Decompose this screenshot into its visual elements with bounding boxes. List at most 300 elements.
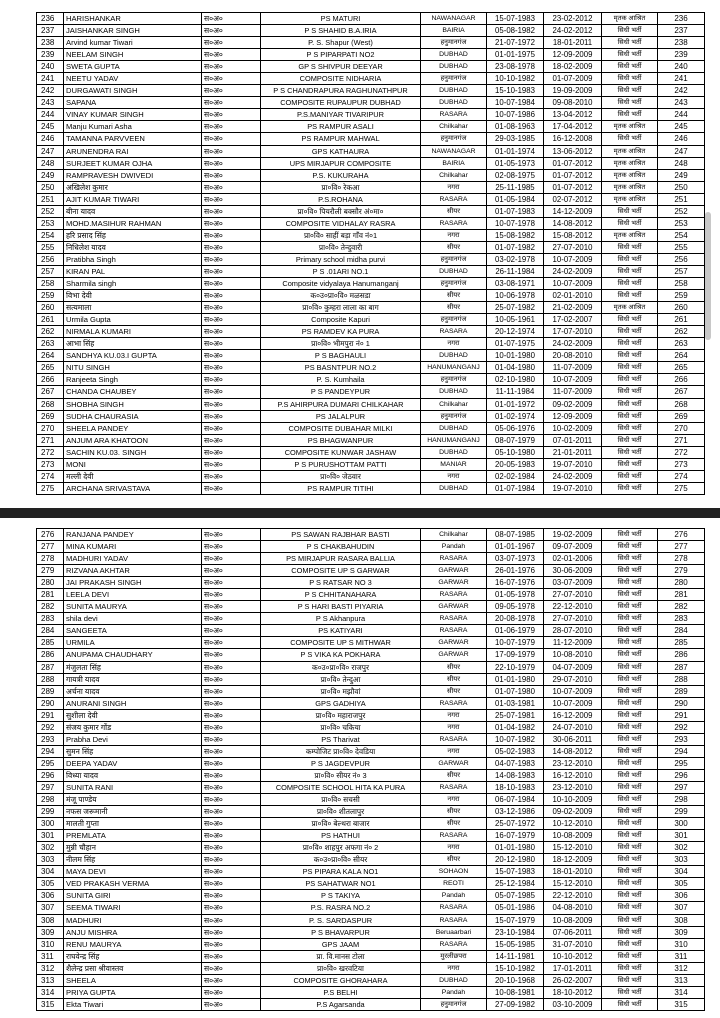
teacher-name-cell: ANJU MISHRA bbox=[64, 926, 202, 938]
teacher-name-cell: RIZVANA AKHTAR bbox=[64, 565, 202, 577]
date-of-joining-cell: 14-12-2009 bbox=[544, 205, 602, 217]
serial-number-cell: 299 bbox=[37, 806, 64, 818]
date-of-joining-cell: 02-01-2006 bbox=[544, 553, 602, 565]
serial-number-cell: 291 bbox=[37, 709, 64, 721]
row-number-cell: 296 bbox=[658, 769, 705, 781]
table-row bbox=[37, 326, 705, 338]
school-name-cell: COMPOSITE UP S GARWAR bbox=[261, 565, 421, 577]
appointment-category-cell: सिधी भर्ती bbox=[602, 217, 658, 229]
designation-cell: स०अ० bbox=[202, 181, 261, 193]
school-name-cell: PS KATIYARI bbox=[261, 625, 421, 637]
row-number-cell: 249 bbox=[658, 169, 705, 181]
school-name-cell: P S SHAHID B.A.IRIA bbox=[261, 25, 421, 37]
school-name-cell: प्रा०वि० महाराजपुर bbox=[261, 709, 421, 721]
designation-cell: स०अ० bbox=[202, 13, 261, 25]
table-row bbox=[37, 625, 705, 637]
date-of-birth-cell: 01-03-1981 bbox=[487, 697, 544, 709]
teacher-name-cell: AJIT KUMAR TIWARI bbox=[64, 193, 202, 205]
row-number-cell: 292 bbox=[658, 721, 705, 733]
teacher-name-cell: संजय कुमार गोंड bbox=[64, 721, 202, 733]
appointment-category-cell: मृतक आश्रित bbox=[602, 193, 658, 205]
teacher-name-cell: ANURANI SINGH bbox=[64, 697, 202, 709]
date-of-birth-cell: 01-05-1984 bbox=[487, 193, 544, 205]
designation-cell: स०अ० bbox=[202, 434, 261, 446]
block-name-cell: सीयर bbox=[421, 806, 487, 818]
block-name-cell: RASARA bbox=[421, 938, 487, 950]
appointment-category-cell: सिधी भर्ती bbox=[602, 926, 658, 938]
block-name-cell: HANUMANGANJ bbox=[421, 434, 487, 446]
designation-cell: स०अ० bbox=[202, 109, 261, 121]
table-row bbox=[37, 169, 705, 181]
school-name-cell: PS SAHATWAR NO1 bbox=[261, 878, 421, 890]
date-of-joining-cell: 04-08-2010 bbox=[544, 902, 602, 914]
table-row bbox=[37, 950, 705, 962]
designation-cell: स०अ० bbox=[202, 253, 261, 265]
date-of-birth-cell: 05-07-1985 bbox=[487, 890, 544, 902]
table-row bbox=[37, 25, 705, 37]
appointment-category-cell: सिधी भर्ती bbox=[602, 85, 658, 97]
table-row bbox=[37, 986, 705, 998]
serial-number-cell: 294 bbox=[37, 745, 64, 757]
designation-cell: स०अ० bbox=[202, 794, 261, 806]
date-of-joining-cell: 14-08-2012 bbox=[544, 745, 602, 757]
block-name-cell: सीयर bbox=[421, 685, 487, 697]
serial-number-cell: 265 bbox=[37, 362, 64, 374]
row-number-cell: 277 bbox=[658, 541, 705, 553]
serial-number-cell: 280 bbox=[37, 577, 64, 589]
school-name-cell: P S BHAVARPUR bbox=[261, 926, 421, 938]
table-row bbox=[37, 37, 705, 49]
serial-number-cell: 238 bbox=[37, 37, 64, 49]
block-name-cell: नगरा bbox=[421, 181, 487, 193]
serial-number-cell: 306 bbox=[37, 890, 64, 902]
row-number-cell: 263 bbox=[658, 338, 705, 350]
block-name-cell: सीयर bbox=[421, 241, 487, 253]
table-row bbox=[37, 229, 705, 241]
teacher-name-cell: SWETA GUPTA bbox=[64, 61, 202, 73]
block-name-cell: हनुमानगंज bbox=[421, 998, 487, 1010]
date-of-birth-cell: 25-12-1984 bbox=[487, 878, 544, 890]
teacher-name-cell: सत्यमाला bbox=[64, 302, 202, 314]
block-name-cell: RASARA bbox=[421, 733, 487, 745]
row-number-cell: 248 bbox=[658, 157, 705, 169]
table-row bbox=[37, 374, 705, 386]
row-number-cell: 302 bbox=[658, 842, 705, 854]
date-of-birth-cell: 10-06-1978 bbox=[487, 290, 544, 302]
table-row bbox=[37, 733, 705, 745]
row-number-cell: 299 bbox=[658, 806, 705, 818]
row-number-cell: 303 bbox=[658, 854, 705, 866]
row-number-cell: 315 bbox=[658, 998, 705, 1010]
teacher-name-cell: PREMLATA bbox=[64, 830, 202, 842]
block-name-cell: नगरा bbox=[421, 338, 487, 350]
designation-cell: स०अ० bbox=[202, 85, 261, 97]
block-name-cell: हनुमानगंज bbox=[421, 374, 487, 386]
date-of-joining-cell: 21-01-2011 bbox=[544, 446, 602, 458]
date-of-birth-cell: 22-10-1979 bbox=[487, 661, 544, 673]
designation-cell: स०अ० bbox=[202, 410, 261, 422]
appointment-category-cell: सिधी भर्ती bbox=[602, 661, 658, 673]
school-name-cell: PS BHAGWANPUR bbox=[261, 434, 421, 446]
appointment-category-cell: सिधी भर्ती bbox=[602, 745, 658, 757]
row-number-cell: 297 bbox=[658, 781, 705, 793]
school-name-cell: PS HATHUI bbox=[261, 830, 421, 842]
teacher-name-cell: SHEELA PANDEY bbox=[64, 422, 202, 434]
table-row bbox=[37, 434, 705, 446]
serial-number-cell: 300 bbox=[37, 818, 64, 830]
teacher-name-cell: CHANDA CHAUBEY bbox=[64, 386, 202, 398]
serial-number-cell: 242 bbox=[37, 85, 64, 97]
date-of-birth-cell: 10-07-1982 bbox=[487, 733, 544, 745]
teacher-name-cell: LEELA DEVI bbox=[64, 589, 202, 601]
block-name-cell: नगरा bbox=[421, 794, 487, 806]
appointment-category-cell: मृतक आश्रित bbox=[602, 169, 658, 181]
block-name-cell: हनुमानगंज bbox=[421, 73, 487, 85]
designation-cell: स०अ० bbox=[202, 998, 261, 1010]
serial-number-cell: 286 bbox=[37, 649, 64, 661]
date-of-joining-cell: 10-12-2010 bbox=[544, 818, 602, 830]
row-number-cell: 246 bbox=[658, 133, 705, 145]
serial-number-cell: 279 bbox=[37, 565, 64, 577]
school-name-cell: P S PANDEYPUR bbox=[261, 386, 421, 398]
serial-number-cell: 302 bbox=[37, 842, 64, 854]
table-row bbox=[37, 241, 705, 253]
date-of-birth-cell: 05-08-1982 bbox=[487, 25, 544, 37]
row-number-cell: 305 bbox=[658, 878, 705, 890]
row-number-cell: 270 bbox=[658, 422, 705, 434]
row-number-cell: 276 bbox=[658, 529, 705, 541]
date-of-joining-cell: 27-07-2010 bbox=[544, 613, 602, 625]
school-name-cell: P S CHAKBAHUDIN bbox=[261, 541, 421, 553]
date-of-birth-cell: 26-11-1984 bbox=[487, 265, 544, 277]
block-name-cell: मुरलीछपरा bbox=[421, 950, 487, 962]
date-of-birth-cell: 18-10-1983 bbox=[487, 781, 544, 793]
table-row bbox=[37, 974, 705, 986]
block-name-cell: RASARA bbox=[421, 902, 487, 914]
school-name-cell: P S TAKIYA bbox=[261, 890, 421, 902]
school-name-cell: UPS MIRJAPUR COMPOSITE bbox=[261, 157, 421, 169]
teacher-name-cell: ANJUM ARA KHATOON bbox=[64, 434, 202, 446]
school-name-cell: P S PURUSHOTTAM PATTI bbox=[261, 458, 421, 470]
school-name-cell: PS MIRJAPUR RASARA BALLIA bbox=[261, 553, 421, 565]
date-of-birth-cell: 01-05-1973 bbox=[487, 157, 544, 169]
date-of-joining-cell: 19-07-2010 bbox=[544, 458, 602, 470]
date-of-birth-cell: 15-07-1983 bbox=[487, 13, 544, 25]
teacher-name-cell: shila devi bbox=[64, 613, 202, 625]
table-row bbox=[37, 890, 705, 902]
row-number-cell: 273 bbox=[658, 458, 705, 470]
teacher-name-cell: URMILA bbox=[64, 637, 202, 649]
block-name-cell: NAWANAGAR bbox=[421, 13, 487, 25]
appointment-category-cell: सिधी भर्ती bbox=[602, 97, 658, 109]
date-of-joining-cell: 09-02-2009 bbox=[544, 398, 602, 410]
designation-cell: स०अ० bbox=[202, 278, 261, 290]
date-of-joining-cell: 12-09-2009 bbox=[544, 49, 602, 61]
table-row bbox=[37, 109, 705, 121]
date-of-birth-cell: 21-07-1972 bbox=[487, 37, 544, 49]
date-of-birth-cell: 11-11-1984 bbox=[487, 386, 544, 398]
date-of-birth-cell: 25-07-1981 bbox=[487, 709, 544, 721]
block-name-cell: SOHAON bbox=[421, 866, 487, 878]
serial-number-cell: 282 bbox=[37, 601, 64, 613]
date-of-birth-cell: 04-07-1983 bbox=[487, 757, 544, 769]
designation-cell: स०अ० bbox=[202, 302, 261, 314]
table-row bbox=[37, 769, 705, 781]
school-name-cell: P S JAGDEVPUR bbox=[261, 757, 421, 769]
row-number-cell: 237 bbox=[658, 25, 705, 37]
date-of-joining-cell: 20-08-2010 bbox=[544, 350, 602, 362]
table-row bbox=[37, 637, 705, 649]
date-of-joining-cell: 30-06-2011 bbox=[544, 733, 602, 745]
school-name-cell: प्रा. वि.मानस टोला bbox=[261, 950, 421, 962]
teacher-name-cell: MADHURI YADAV bbox=[64, 553, 202, 565]
block-name-cell: GARWAR bbox=[421, 649, 487, 661]
appointment-category-cell: सिधी भर्ती bbox=[602, 649, 658, 661]
designation-cell: स०अ० bbox=[202, 986, 261, 998]
appointment-category-cell: सिधी भर्ती bbox=[602, 470, 658, 482]
serial-number-cell: 250 bbox=[37, 181, 64, 193]
date-of-joining-cell: 22-12-2010 bbox=[544, 890, 602, 902]
school-name-cell: प्रा०वि० जेठवार bbox=[261, 470, 421, 482]
date-of-joining-cell: 07-01-2011 bbox=[544, 434, 602, 446]
date-of-birth-cell: 15-05-1985 bbox=[487, 938, 544, 950]
designation-cell: स०अ० bbox=[202, 338, 261, 350]
serial-number-cell: 251 bbox=[37, 193, 64, 205]
appointment-category-cell: सिधी भर्ती bbox=[602, 109, 658, 121]
date-of-birth-cell: 10-10-1982 bbox=[487, 73, 544, 85]
serial-number-cell: 253 bbox=[37, 217, 64, 229]
appointment-category-cell: सिधी भर्ती bbox=[602, 709, 658, 721]
row-number-cell: 304 bbox=[658, 866, 705, 878]
row-number-cell: 259 bbox=[658, 290, 705, 302]
teacher-name-cell: NEETU YADAV bbox=[64, 73, 202, 85]
row-number-cell: 294 bbox=[658, 745, 705, 757]
block-name-cell: नगरा bbox=[421, 470, 487, 482]
teacher-name-cell: NITU SINGH bbox=[64, 362, 202, 374]
appointment-category-cell: मृतक आश्रित bbox=[602, 145, 658, 157]
date-of-joining-cell: 26-02-2007 bbox=[544, 974, 602, 986]
teacher-name-cell: ANUPAMA CHAUDHARY bbox=[64, 649, 202, 661]
table-row bbox=[37, 721, 705, 733]
school-name-cell: P S CHANDRAPURA RAGHUNATHPUR bbox=[261, 85, 421, 97]
designation-cell: स०अ० bbox=[202, 386, 261, 398]
date-of-joining-cell: 16-12-2010 bbox=[544, 769, 602, 781]
designation-cell: स०अ० bbox=[202, 613, 261, 625]
serial-number-cell: 252 bbox=[37, 205, 64, 217]
date-of-joining-cell: 10-10-2012 bbox=[544, 950, 602, 962]
date-of-joining-cell: 27-07-2010 bbox=[544, 589, 602, 601]
row-number-cell: 240 bbox=[658, 61, 705, 73]
date-of-joining-cell: 23-12-2010 bbox=[544, 757, 602, 769]
date-of-birth-cell: 15-10-1982 bbox=[487, 962, 544, 974]
date-of-joining-cell: 01-07-2012 bbox=[544, 181, 602, 193]
table-row bbox=[37, 217, 705, 229]
serial-number-cell: 297 bbox=[37, 781, 64, 793]
designation-cell: स०अ० bbox=[202, 601, 261, 613]
appointment-category-cell: सिधी भर्ती bbox=[602, 998, 658, 1010]
school-name-cell: प्रा०वि० खरवटिया bbox=[261, 962, 421, 974]
block-name-cell: HANUMANGANJ bbox=[421, 362, 487, 374]
appointment-category-cell: सिधी भर्ती bbox=[602, 278, 658, 290]
block-name-cell: सीयर bbox=[421, 290, 487, 302]
school-name-cell: P. S. SARDASPUR bbox=[261, 914, 421, 926]
block-name-cell: RASARA bbox=[421, 589, 487, 601]
scrollbar-thumb[interactable] bbox=[705, 212, 711, 340]
serial-number-cell: 289 bbox=[37, 685, 64, 697]
row-number-cell: 257 bbox=[658, 265, 705, 277]
teacher-name-cell: MOHD.MASIHUR RAHMAN bbox=[64, 217, 202, 229]
serial-number-cell: 314 bbox=[37, 986, 64, 998]
teacher-name-cell: मुन्नी चौहान bbox=[64, 842, 202, 854]
teacher-name-cell: Prabha Devi bbox=[64, 733, 202, 745]
row-number-cell: 300 bbox=[658, 818, 705, 830]
teacher-name-cell: SURJEET KUMAR OJHA bbox=[64, 157, 202, 169]
row-number-cell: 258 bbox=[658, 278, 705, 290]
row-number-cell: 250 bbox=[658, 181, 705, 193]
date-of-birth-cell: 01-07-1982 bbox=[487, 241, 544, 253]
page-separator bbox=[0, 508, 720, 518]
date-of-joining-cell: 10-02-2009 bbox=[544, 422, 602, 434]
date-of-joining-cell: 19-02-2009 bbox=[544, 529, 602, 541]
row-number-cell: 288 bbox=[658, 673, 705, 685]
block-name-cell: Pandah bbox=[421, 986, 487, 998]
date-of-joining-cell: 02-01-2010 bbox=[544, 290, 602, 302]
date-of-birth-cell: 08-07-1979 bbox=[487, 434, 544, 446]
date-of-joining-cell: 09-08-2010 bbox=[544, 97, 602, 109]
school-name-cell: COMPOSITE RUPAUPUR DUBHAD bbox=[261, 97, 421, 109]
school-name-cell: P.S AHIRPURA DUMARI CHILKAHAR bbox=[261, 398, 421, 410]
date-of-birth-cell: 01-01-1974 bbox=[487, 145, 544, 157]
designation-cell: स०अ० bbox=[202, 890, 261, 902]
school-name-cell: PS SAWAN RAJBHAR BASTI bbox=[261, 529, 421, 541]
serial-number-cell: 254 bbox=[37, 229, 64, 241]
date-of-joining-cell: 28-07-2010 bbox=[544, 625, 602, 637]
teacher-name-cell: MADHURI bbox=[64, 914, 202, 926]
table-row bbox=[37, 962, 705, 974]
teacher-name-cell: JAI PRAKASH SINGH bbox=[64, 577, 202, 589]
date-of-joining-cell: 10-07-2009 bbox=[544, 374, 602, 386]
designation-cell: स०अ० bbox=[202, 470, 261, 482]
table-row bbox=[37, 842, 705, 854]
appointment-category-cell: सिधी भर्ती bbox=[602, 410, 658, 422]
serial-number-cell: 267 bbox=[37, 386, 64, 398]
serial-number-cell: 261 bbox=[37, 314, 64, 326]
date-of-birth-cell: 27-09-1982 bbox=[487, 998, 544, 1010]
table-row bbox=[37, 781, 705, 793]
date-of-birth-cell: 05-06-1976 bbox=[487, 422, 544, 434]
teacher-name-cell: मल्ली देवी bbox=[64, 470, 202, 482]
teachers-table-2 bbox=[36, 528, 705, 1011]
designation-cell: स०अ० bbox=[202, 697, 261, 709]
school-name-cell: प्रा०वि० रेकआ bbox=[261, 181, 421, 193]
serial-number-cell: 298 bbox=[37, 794, 64, 806]
serial-number-cell: 262 bbox=[37, 326, 64, 338]
row-number-cell: 265 bbox=[658, 362, 705, 374]
appointment-category-cell: सिधी भर्ती bbox=[602, 781, 658, 793]
designation-cell: स०अ० bbox=[202, 902, 261, 914]
block-name-cell: सीयर bbox=[421, 661, 487, 673]
school-name-cell: P S VIKA KA POKHARA bbox=[261, 649, 421, 661]
block-name-cell: सीयर bbox=[421, 673, 487, 685]
date-of-birth-cell: 05-02-1983 bbox=[487, 745, 544, 757]
teacher-name-cell: मालती गुप्ता bbox=[64, 818, 202, 830]
row-number-cell: 275 bbox=[658, 482, 705, 494]
date-of-birth-cell: 10-01-1980 bbox=[487, 350, 544, 362]
row-number-cell: 295 bbox=[658, 757, 705, 769]
block-name-cell: RASARA bbox=[421, 830, 487, 842]
teacher-name-cell: अर्चना यादव bbox=[64, 685, 202, 697]
teacher-name-cell: NIRMALA KUMARI bbox=[64, 326, 202, 338]
appointment-category-cell: सिधी भर्ती bbox=[602, 685, 658, 697]
designation-cell: स०अ० bbox=[202, 482, 261, 494]
teacher-name-cell: JAISHANKAR SINGH bbox=[64, 25, 202, 37]
date-of-birth-cell: 03-12-1986 bbox=[487, 806, 544, 818]
teacher-name-cell: VINAY KUMAR SINGH bbox=[64, 109, 202, 121]
row-number-cell: 290 bbox=[658, 697, 705, 709]
school-name-cell: P S .01ARI NO.1 bbox=[261, 265, 421, 277]
designation-cell: स०अ० bbox=[202, 157, 261, 169]
row-number-cell: 244 bbox=[658, 109, 705, 121]
school-name-cell: P.S. RASRA NO.2 bbox=[261, 902, 421, 914]
designation-cell: स०अ० bbox=[202, 350, 261, 362]
teacher-name-cell: SAPANA bbox=[64, 97, 202, 109]
date-of-joining-cell: 01-07-2009 bbox=[544, 73, 602, 85]
date-of-joining-cell: 23-02-2012 bbox=[544, 13, 602, 25]
school-name-cell: प्रा०वि० सीयर नं० 3 bbox=[261, 769, 421, 781]
table-row bbox=[37, 806, 705, 818]
date-of-joining-cell: 10-07-2009 bbox=[544, 253, 602, 265]
block-name-cell: DUBHAD bbox=[421, 97, 487, 109]
date-of-birth-cell: 01-04-1980 bbox=[487, 362, 544, 374]
serial-number-cell: 290 bbox=[37, 697, 64, 709]
date-of-birth-cell: 17-09-1979 bbox=[487, 649, 544, 661]
teacher-name-cell: MAYA DEVI bbox=[64, 866, 202, 878]
serial-number-cell: 283 bbox=[37, 613, 64, 625]
row-number-cell: 282 bbox=[658, 601, 705, 613]
appointment-category-cell: सिधी भर्ती bbox=[602, 37, 658, 49]
row-number-cell: 285 bbox=[658, 637, 705, 649]
teacher-name-cell: मंजुलता सिंह bbox=[64, 661, 202, 673]
date-of-joining-cell: 13-04-2012 bbox=[544, 109, 602, 121]
block-name-cell: GARWAR bbox=[421, 757, 487, 769]
date-of-birth-cell: 05-01-1986 bbox=[487, 902, 544, 914]
block-name-cell: DUBHAD bbox=[421, 422, 487, 434]
date-of-birth-cell: 10-08-1981 bbox=[487, 986, 544, 998]
date-of-birth-cell: 08-07-1985 bbox=[487, 529, 544, 541]
designation-cell: स०अ० bbox=[202, 25, 261, 37]
block-name-cell: DUBHAD bbox=[421, 350, 487, 362]
table-row bbox=[37, 589, 705, 601]
designation-cell: स०अ० bbox=[202, 878, 261, 890]
teacher-name-cell: शैलेन्द्र प्रसा श्रीवास्तव bbox=[64, 962, 202, 974]
appointment-category-cell: सिधी भर्ती bbox=[602, 697, 658, 709]
date-of-joining-cell: 10-08-2009 bbox=[544, 830, 602, 842]
appointment-category-cell: सिधी भर्ती bbox=[602, 625, 658, 637]
appointment-category-cell: सिधी भर्ती bbox=[602, 529, 658, 541]
block-name-cell: RASARA bbox=[421, 625, 487, 637]
appointment-category-cell: मृतक आश्रित bbox=[602, 13, 658, 25]
school-name-cell: P S Akhanpura bbox=[261, 613, 421, 625]
date-of-birth-cell: 16-07-1976 bbox=[487, 577, 544, 589]
designation-cell: स०अ० bbox=[202, 745, 261, 757]
designation-cell: स०अ० bbox=[202, 73, 261, 85]
designation-cell: स०अ० bbox=[202, 673, 261, 685]
date-of-joining-cell: 17-07-2010 bbox=[544, 326, 602, 338]
appointment-category-cell: सिधी भर्ती bbox=[602, 565, 658, 577]
date-of-joining-cell: 09-02-2009 bbox=[544, 806, 602, 818]
table-row bbox=[37, 673, 705, 685]
school-name-cell: प्रा०वि० बेल्थरा बाजार bbox=[261, 818, 421, 830]
